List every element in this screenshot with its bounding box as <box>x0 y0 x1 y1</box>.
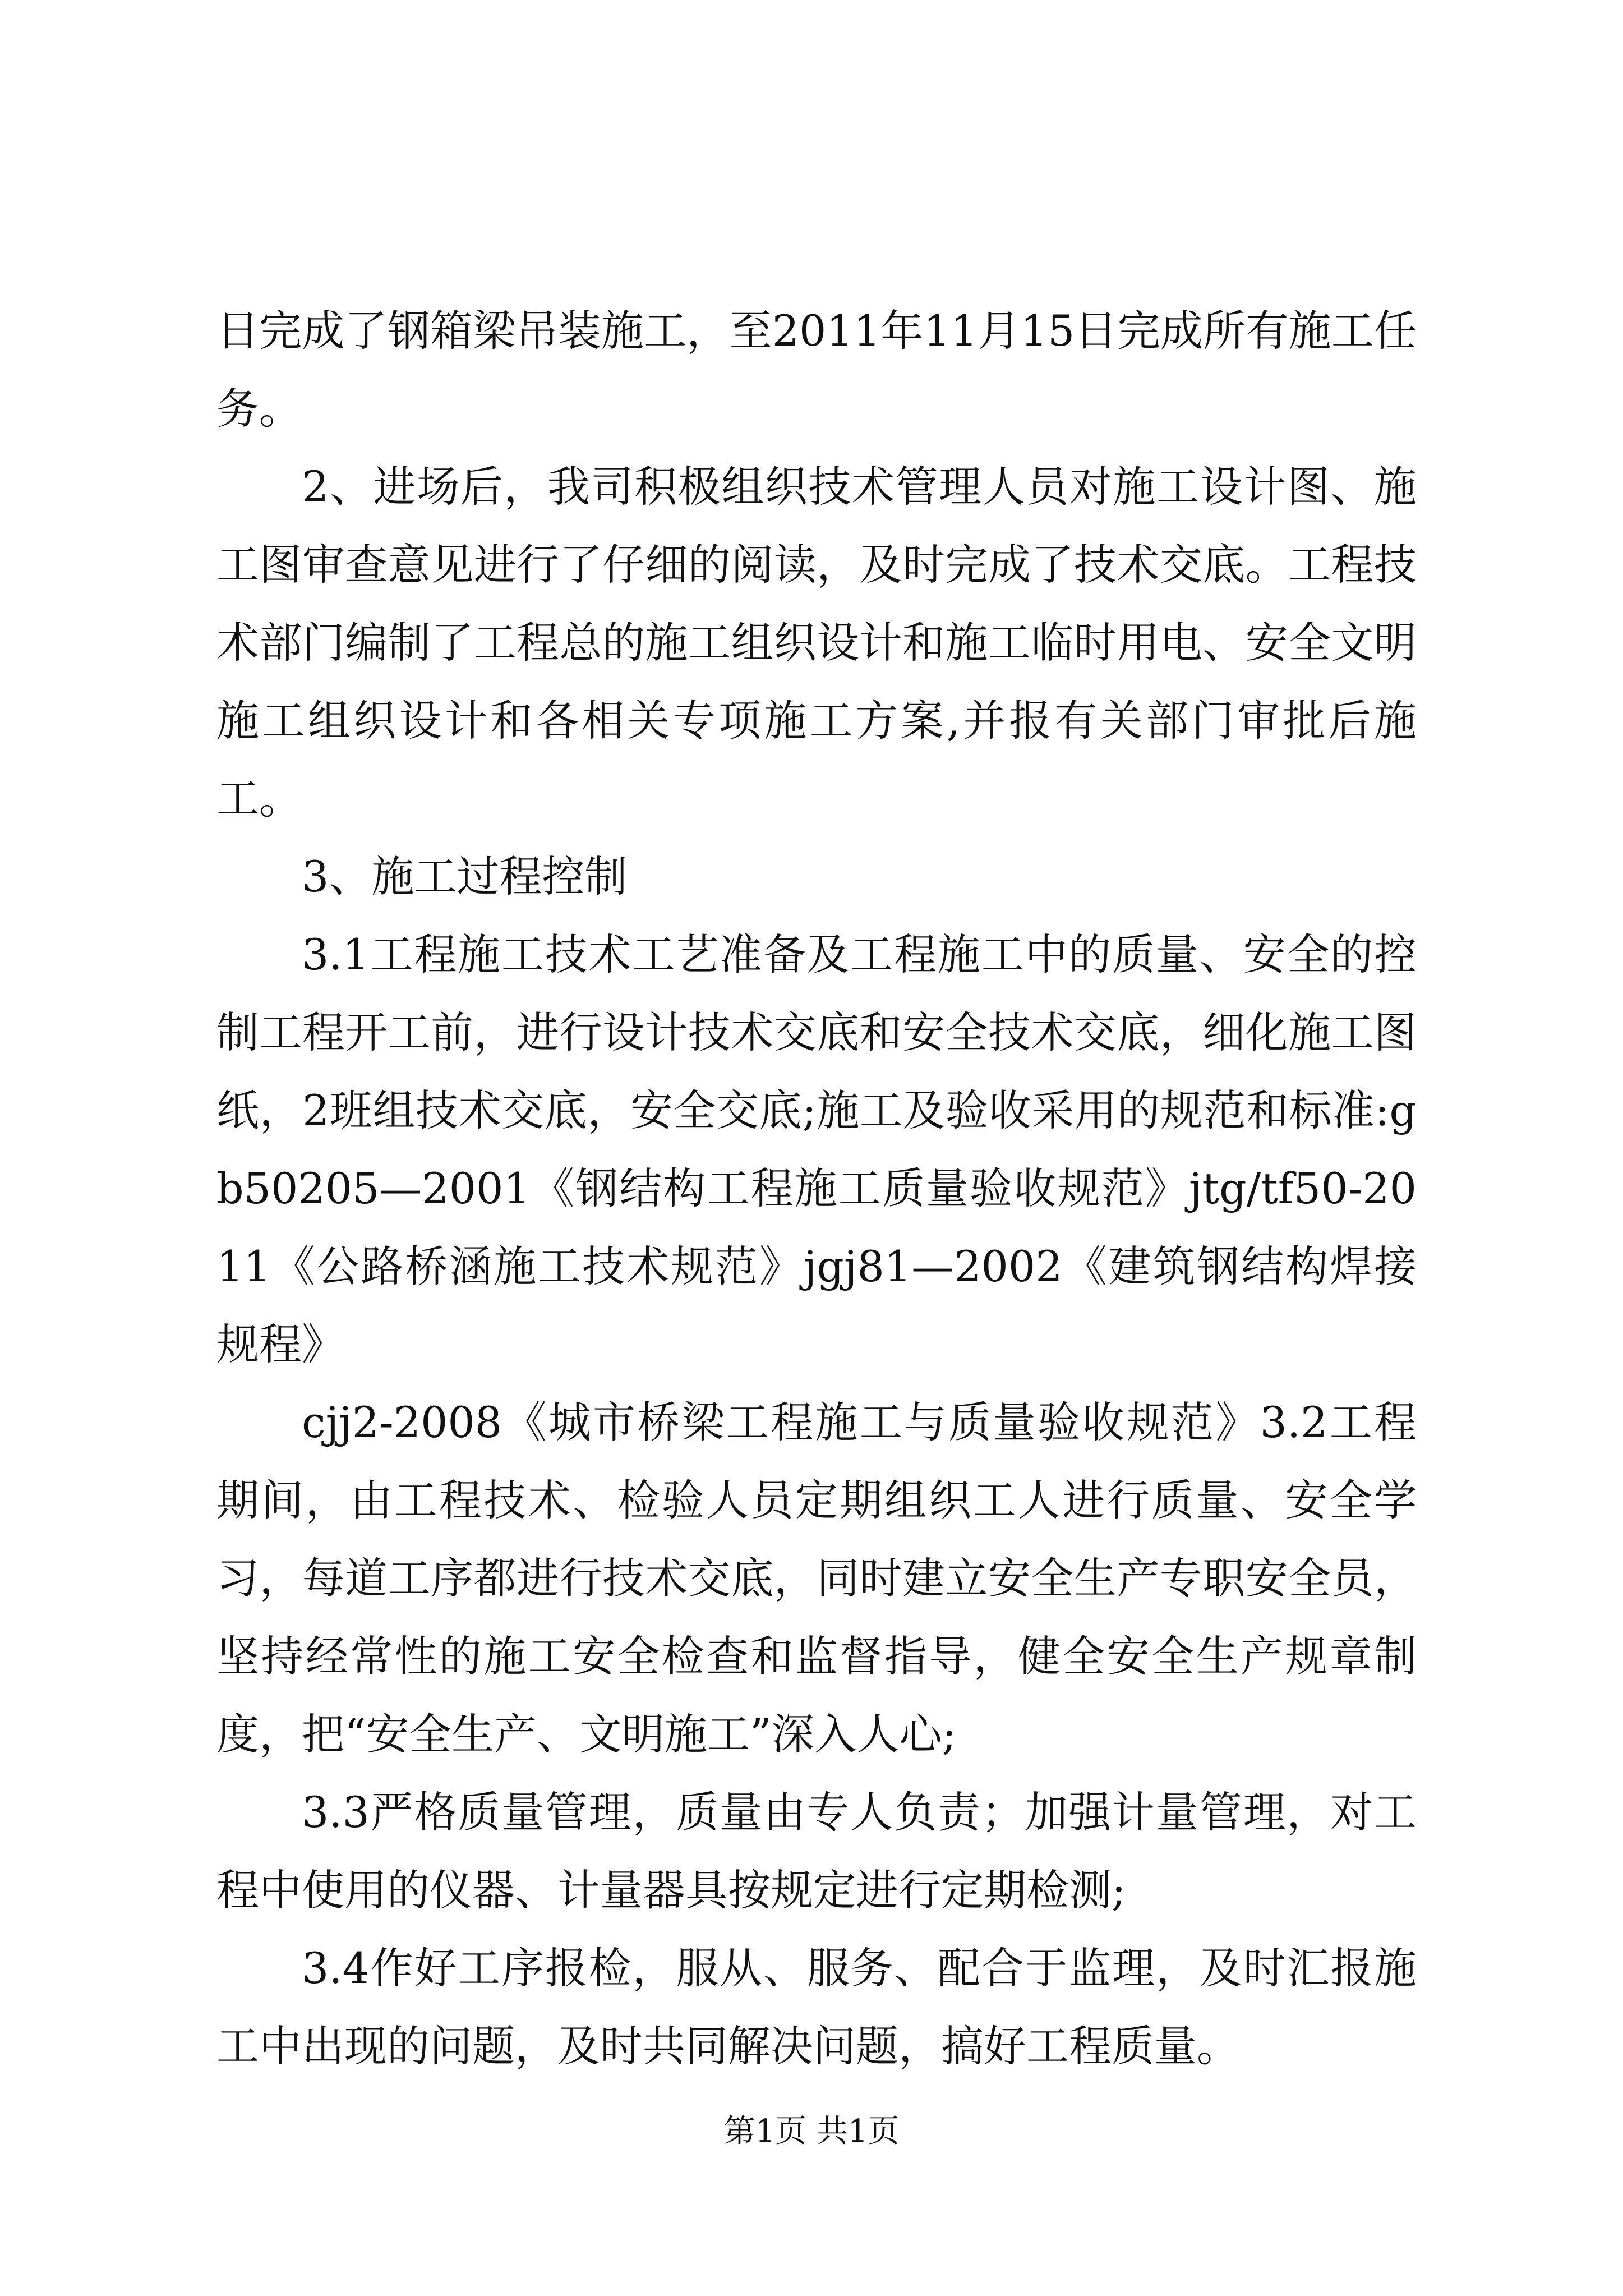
page-footer: 第1页 共1页 <box>723 2113 900 2150</box>
document-body <box>216 292 1417 2085</box>
paragraph-item-3-3: 3.3严格质量管理，质量由专人负责；加强计量管理，对工程中使用的仪器、计量器具按规定进行定期检测; <box>216 1787 1417 1915</box>
paragraph-item-3-2: cjj2-2008《城市桥梁工程施工与质量验收规范》3.2工程期间，由工程技术、检验人员定期组织工人进行质量、安全学习，每道工序都进行技术交底，同时建立安全生产专职安全员，坚持经常性的施工安全检查和监督指导，健全安全生产规章制度，把“安全生产、文明施工”深入人心; <box>216 1397 1417 1759</box>
paragraph-item-3-1: 3.1工程施工技术工艺准备及工程施工中的质量、安全的控制工程开工前，进行设计技术交底和安全技术交底，细化施工图纸，2班组技术交底，安全交底;施工及验收采用的规范和标准:gb50205—2001《钢结构工程施工质量验收规范》jtg/tf50-2011《公路桥涵施工技术规范》jgj81—2002《建筑钢结构焊接规程》 <box>216 930 1417 1369</box>
paragraph-item-3-4: 3.4作好工序报检，服从、服务、配合于监理，及时汇报施工中出现的问题，及时共同解决问题，搞好工程质量。 <box>216 1943 1417 2071</box>
paragraph-continuation: 日完成了钢箱梁吊装施工，至2011年11月15日完成所有施工任务。 <box>216 306 1417 434</box>
paragraph-item-3-heading: 3、施工过程控制 <box>302 852 628 901</box>
paragraph-item-2: 2、进场后，我司积极组织技术管理人员对施工设计图、施工图审查意见进行了仔细的阅读，及时完成了技术交底。工程技术部门编制了工程总的施工组织设计和施工临时用电、安全文明施工组织设计和各相关专项施工方案,并报有关部门审批后施工。 <box>216 462 1417 823</box>
